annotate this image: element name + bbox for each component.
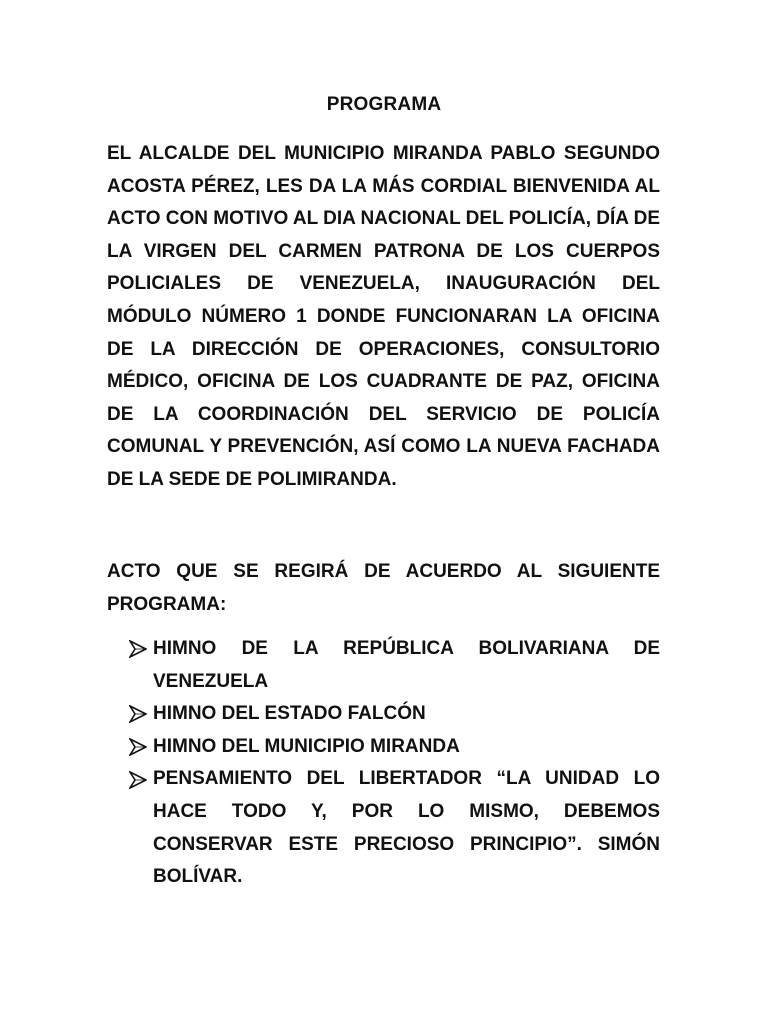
program-item: [107, 698, 660, 731]
program-item-text: HIMNO DEL ESTADO FALCÓN: [153, 703, 426, 725]
arrowhead-bullet-icon: [129, 731, 149, 764]
arrowhead-bullet-icon: [129, 633, 149, 666]
program-item-text: HIMNO DE LA REPÚBLICA BOLIVARIANA DE VENEZUELA: [153, 638, 660, 692]
arrowhead-bullet-icon: [129, 698, 149, 731]
program-lead-paragraph: ACTO QUE SE REGIRÁ DE ACUERDO AL SIGUIENTE PROGRAMA:: [107, 561, 660, 615]
program-item-text: PENSAMIENTO DEL LIBERTADOR “LA UNIDAD LO HACE TODO Y, POR LO MISMO, DEBEMOS CONSERVAR ESTE PRECIOSO PRINCIPIO”. SIMÓN BOLÍVAR.: [153, 768, 660, 888]
program-item: [107, 763, 660, 893]
program-item: [107, 731, 660, 764]
program-item-text: HIMNO DEL MUNICIPIO MIRANDA: [153, 735, 460, 757]
arrowhead-bullet-icon: [129, 763, 149, 796]
program-item: [107, 633, 660, 698]
document-title: PROGRAMA: [326, 94, 442, 115]
program-list: [107, 633, 660, 894]
intro-paragraph: EL ALCALDE DEL MUNICIPIO MIRANDA PABLO SEGUNDO ACOSTA PÉREZ, LES DA LA MÁS CORDIAL BIENVENIDA AL ACTO CON MOTIVO AL DIA NACIONAL DEL POLICÍA, DÍA DE LA VIRGEN DEL CARMEN PATRONA DE LOS CUERPOS POLICIALES DE VENEZUELA, INAUGURACIÓN DEL MÓDULO NÚMERO 1 DONDE FUNCIONARAN LA OFICINA DE LA DIRECCIÓN DE OPERACIONES, CONSULTORIO MÉDICO, OFICINA DE LOS CUADRANTE DE PAZ, OFICINA DE LA COORDINACIÓN DEL SERVICIO DE POLICÍA COMUNAL Y PREVENCIÓN, ASÍ COMO LA NUEVA FACHADA DE LA SEDE DE POLIMIRANDA.: [107, 143, 660, 490]
